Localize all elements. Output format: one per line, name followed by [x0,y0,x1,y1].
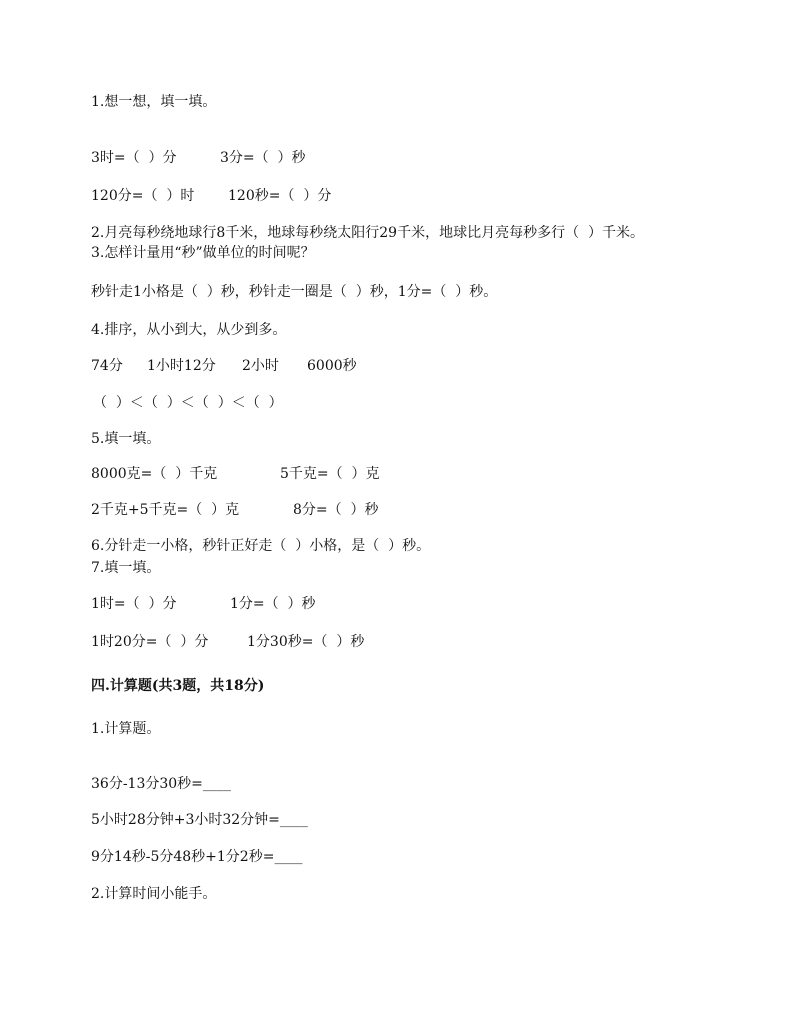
question-4-title: 4.排序，从小到大，从少到多。 [91,322,287,338]
question-7-item-b: 1分=（ ）秒 [230,596,316,612]
question-1-title: 1.想一想，填一填。 [91,94,217,110]
question-3-body: 秒针走1小格是（ ）秒，秒针走一圈是（ ）秒，1分=（ ）秒。 [91,284,498,300]
question-2: 2.月亮每秒绕地球行8千米，地球每秒绕太阳行29千米，地球比月亮每秒多行（ ）千米。 [91,225,644,241]
question-7-item-a: 1时=（ ）分 [91,596,177,612]
question-5-item-c: 2千克+5千克=（ ）克 [91,502,240,518]
question-4-item-a: 74分 [91,358,123,374]
question-7-item-d: 1分30秒=（ ）秒 [247,634,365,650]
question-7-item-c: 1时20分=（ ）分 [91,634,209,650]
question-4-item-c: 2小时 [242,358,279,374]
question-5-item-d: 8分=（ ）秒 [293,502,379,518]
question-5-item-b: 5千克=（ ）克 [280,466,380,482]
question-6: 6.分针走一小格，秒针正好走（ ）小格，是（ ）秒。 [91,538,431,554]
question-7-title: 7.填一填。 [91,560,161,576]
question-4-item-d: 6000秒 [307,358,357,374]
section-4-heading: 四.计算题(共3题，共18分) [91,678,265,694]
question-5-item-a: 8000克=（ ）千克 [91,466,218,482]
question-1-item-d: 120秒=（ ）分 [228,188,332,204]
question-4-order-blanks: （ ）＜（ ）＜（ ）＜（ ） [93,395,283,411]
question-1-item-a: 3时=（ ）分 [91,150,177,166]
calc-question-1-item-c: 9分14秒-5分48秒+1分2秒=____ [91,849,303,865]
question-1-item-b: 3分=（ ）秒 [220,150,306,166]
question-1-item-c: 120分=（ ）时 [91,188,195,204]
question-4-item-b: 1小时12分 [147,358,216,374]
calc-question-2-title: 2.计算时间小能手。 [91,886,217,902]
calc-question-1-title: 1.计算题。 [91,721,161,737]
calc-question-1-item-b: 5小时28分钟+3小时32分钟=____ [91,812,308,828]
calc-question-1-item-a: 36分-13分30秒=____ [91,776,231,792]
question-3-title: 3.怎样计量用“秒”做单位的时间呢？ [91,245,315,261]
question-5-title: 5.填一填。 [91,431,161,447]
